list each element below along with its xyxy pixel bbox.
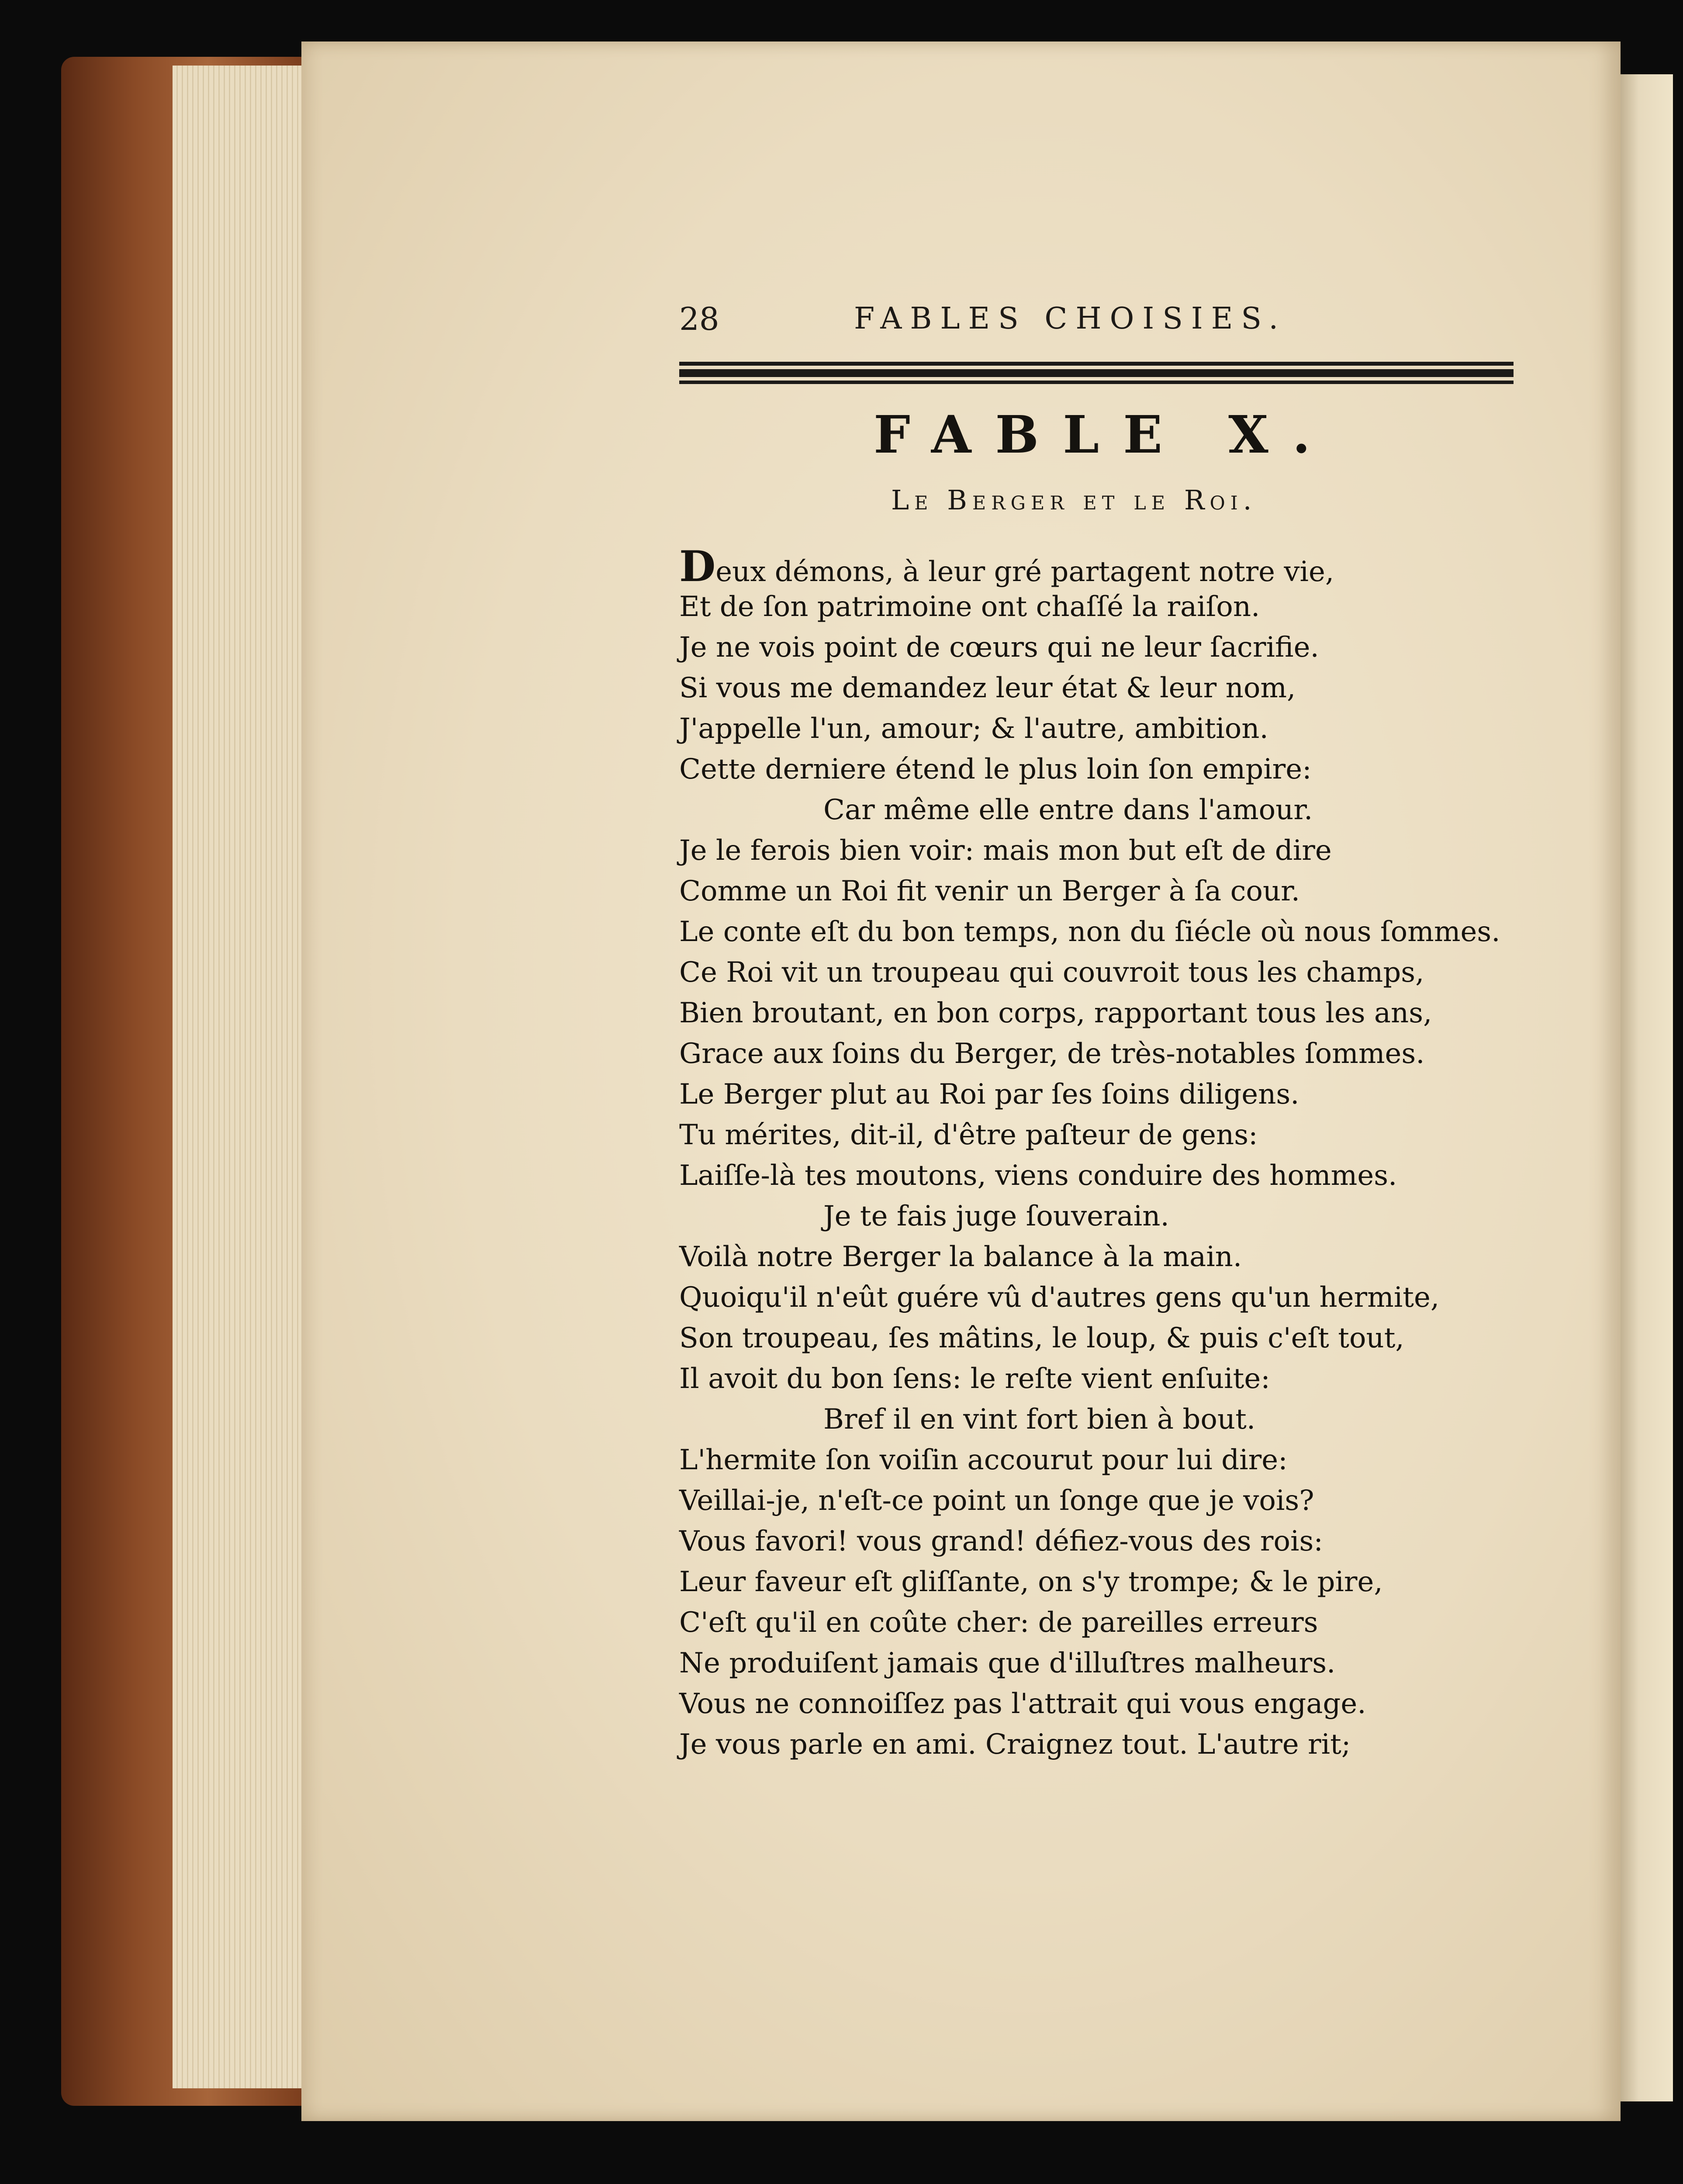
facing-page-edge: [1616, 74, 1673, 2101]
fable-heading: FABLE X.: [874, 404, 1334, 465]
header-rule-middle: [679, 369, 1514, 377]
poem-line: C'eſt qu'il en coûte cher: de pareilles erreurs: [679, 1606, 1318, 1639]
drop-cap: D: [679, 542, 716, 591]
poem-line: Vous ne connoiſſez pas l'attrait qui vous engage.: [679, 1688, 1366, 1720]
page-number: 28: [679, 301, 719, 337]
poem-line: [679, 542, 1509, 591]
poem-line: Le Berger plut au Roi par ſes ſoins diligens.: [679, 1078, 1299, 1111]
poem-line: Veillai-je, n'eſt-ce point un ſonge que je vois?: [679, 1485, 1314, 1517]
poem-line: Leur faveur eſt gliſſante, on s'y trompe; & le pire,: [679, 1566, 1383, 1598]
poem-line: J'appelle l'un, amour; & l'autre, ambition.: [679, 713, 1268, 745]
poem-line: Je vous parle en ami. Craignez tout. L'autre rit;: [679, 1728, 1351, 1761]
first-line-text: eux démons, à leur gré partagent notre vie,: [715, 556, 1334, 588]
poem-line: L'hermite ſon voiſin accourut pour lui dire:: [679, 1444, 1288, 1476]
poem-line: Ne produiſent jamais que d'illuſtres malheurs.: [679, 1647, 1336, 1679]
header-rule-top: [679, 362, 1514, 366]
poem-line: Je te fais juge ſouverain.: [823, 1200, 1169, 1232]
poem-line: Son troupeau, ſes mâtins, le loup, & puis c'eſt tout,: [679, 1322, 1404, 1354]
poem-line: Car même elle entre dans l'amour.: [823, 794, 1313, 826]
poem-line: Tu mérites, dit-il, d'être paſteur de gens:: [679, 1119, 1258, 1151]
poem-line: Grace aux ſoins du Berger, de très-notables ſommes.: [679, 1038, 1425, 1070]
poem-line: Ce Roi vit un troupeau qui couvroit tous les champs,: [679, 956, 1424, 989]
header-rule-bottom: [679, 381, 1514, 384]
fable-subtitle: Le Berger et le Roi.: [891, 484, 1257, 516]
poem-line: Laiſſe-là tes moutons, viens conduire des hommes.: [679, 1159, 1397, 1192]
poem-line: Il avoit du bon ſens: le reſte vient enſuite:: [679, 1363, 1270, 1395]
poem-line: Je le ferois bien voir: mais mon but eſt de dire: [679, 834, 1332, 867]
poem-line: Bien broutant, en bon corps, rapportant tous les ans,: [679, 997, 1432, 1029]
poem-line: Cette derniere étend le plus loin ſon empire:: [679, 753, 1312, 786]
poem-line: Si vous me demandez leur état & leur nom,: [679, 672, 1296, 704]
poem-line: Et de ſon patrimoine ont chaſſé la raiſon.: [679, 591, 1260, 623]
poem-line: Vous favori! vous grand! défiez-vous des rois:: [679, 1525, 1323, 1558]
poem-line: Je ne vois point de cœurs qui ne leur ſacrifie.: [679, 631, 1319, 664]
poem-line: Comme un Roi fit venir un Berger à ſa cour.: [679, 875, 1300, 907]
running-title: FABLES CHOISIES.: [854, 301, 1287, 336]
running-head: [679, 295, 1339, 343]
poem-text: [679, 542, 1509, 1765]
poem-line: Voilà notre Berger la balance à la main.: [679, 1241, 1242, 1273]
poem-line: Quoiqu'il n'eût guére vû d'autres gens qu'un hermite,: [679, 1281, 1440, 1314]
page-edges: [173, 66, 304, 2088]
poem-line: Le conte eſt du bon temps, non du ſiécle où nous ſommes.: [679, 916, 1500, 948]
poem-line: Bref il en vint fort bien à bout.: [823, 1403, 1256, 1436]
